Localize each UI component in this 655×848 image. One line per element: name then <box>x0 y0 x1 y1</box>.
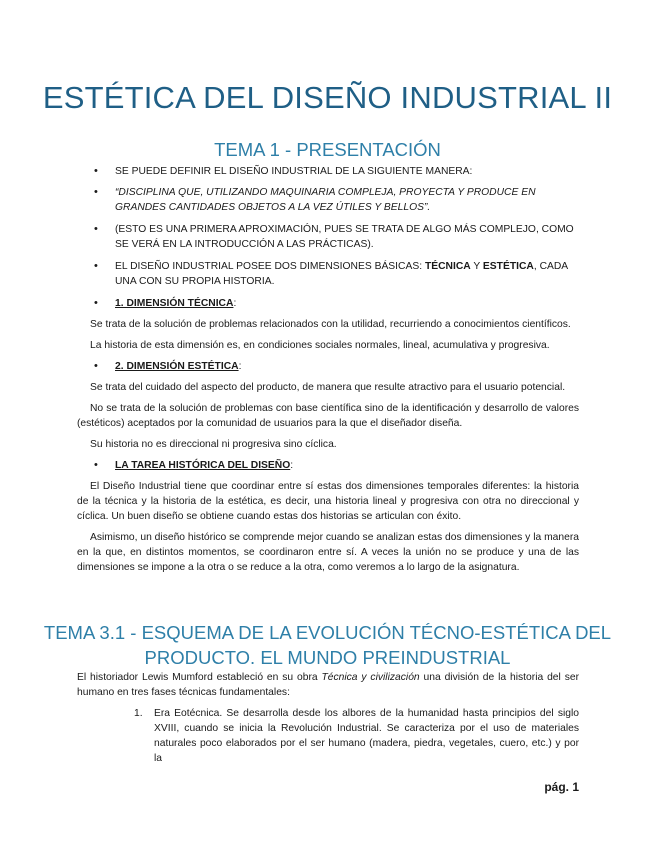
bullet-dimension-estetica: • 2. DIMENSIÓN ESTÉTICA: <box>77 359 579 374</box>
item-number: 1. <box>134 708 143 719</box>
paragraph-estetica-2: No se trata de la solución de problemas con base científica sino de la identificación y desarrollo de valores (estéticos) aceptados por la comunidad de usuarios para la que el diseñador diseña. <box>77 403 579 429</box>
paragraph-tarea-2: Asimismo, un diseño histórico se comprende mejor cuando se analizan estas dos dimensiones y la manera en la que, en distintos momentos, se coordinaron entre sí. A veces la unión no se produce y una de las dimensiones se impone a la otra o se reduce a la otra, como veremos a lo largo de la asignatura. <box>77 532 579 573</box>
bullet-definition: • SE PUEDE DEFINIR EL DISEÑO INDUSTRIAL DE LA SIGUIENTE MANERA: <box>77 164 579 179</box>
paragraph-tecnica-1: Se trata de la solución de problemas relacionados con la utilidad, recurriendo a conocimientos científicos. <box>90 319 571 330</box>
paragraph-mumford-intro: El historiador Lewis Mumford estableció en su obra Técnica y civilización una división de la historia del ser humano en tres fases técnicas fundamentales: <box>77 672 579 698</box>
tema1-bullet-list <box>77 164 579 318</box>
paragraph-estetica-1: Se trata del cuidado del aspecto del producto, de manera que resulte atractivo para el usuario potencial. <box>90 382 566 393</box>
numbered-item-eotecnica: 1. Era Eotécnica. Se desarrolla desde los albores de la humanidad hasta principios del siglo XVIII, cuando se inicia la Revolución Industrial. Se caracteriza por el uso de materiales naturales poco elaborados por el ser humano (madera, piedra, vegetales, cuero, etc.) y por la <box>134 708 579 764</box>
document-title: ESTÉTICA DEL DISEÑO INDUSTRIAL II <box>42 80 613 115</box>
bullet-note: • (ESTO ES UNA PRIMERA APROXIMACIÓN, PUES SE TRATA DE ALGO MÁS COMPLEJO, COMO SE VERÁ EN LA INTRODUCCIÓN A LAS PRÁCTICAS). <box>77 222 579 252</box>
paragraph-estetica-3: Su historia no es direccional ni progresiva sino cíclica. <box>90 439 337 450</box>
bullet-dimensions: • EL DISEÑO INDUSTRIAL POSEE DOS DIMENSIONES BÁSICAS: TÉCNICA Y ESTÉTICA, CADA UNA CON SU PROPIA HISTORIA. <box>77 259 579 289</box>
bullet-tarea-list <box>77 458 579 480</box>
bullet-dimension-tecnica: • 1. DIMENSIÓN TÉCNICA: <box>77 296 579 311</box>
page-number: pág. 1 <box>544 780 579 794</box>
tema1-heading: TEMA 1 - PRESENTACIÓN <box>214 139 441 160</box>
paragraph-tecnica-2: La historia de esta dimensión es, en condiciones sociales normales, lineal, acumulativa y progresiva. <box>90 340 550 351</box>
paragraph-tarea-1: El Diseño Industrial tiene que coordinar entre sí estas dos dimensiones temporales diferentes: la historia de la técnica y la historia de la estética, es decir, una historia lineal y progresiva con otra no direccional y cíclica. Un buen diseño se obtiene cuando estas dos historias se articulan con éxito. <box>77 481 579 522</box>
bullet-quote: • “DISCIPLINA QUE, UTILIZANDO MAQUINARIA COMPLEJA, PROYECTA Y PRODUCE EN GRANDES CANTIDADES OBJETOS A LA VEZ ÚTILES Y BELLOS”. <box>77 185 579 215</box>
bullet-tarea-historica: • LA TAREA HISTÓRICA DEL DISEÑO: <box>77 458 579 473</box>
tema3-heading: TEMA 3.1 - ESQUEMA DE LA EVOLUCIÓN TÉCNO-ESTÉTICA DEL PRODUCTO. EL MUNDO PREINDUSTRIAL <box>43 622 612 668</box>
bullet-dimension-estetica-list <box>77 359 579 381</box>
